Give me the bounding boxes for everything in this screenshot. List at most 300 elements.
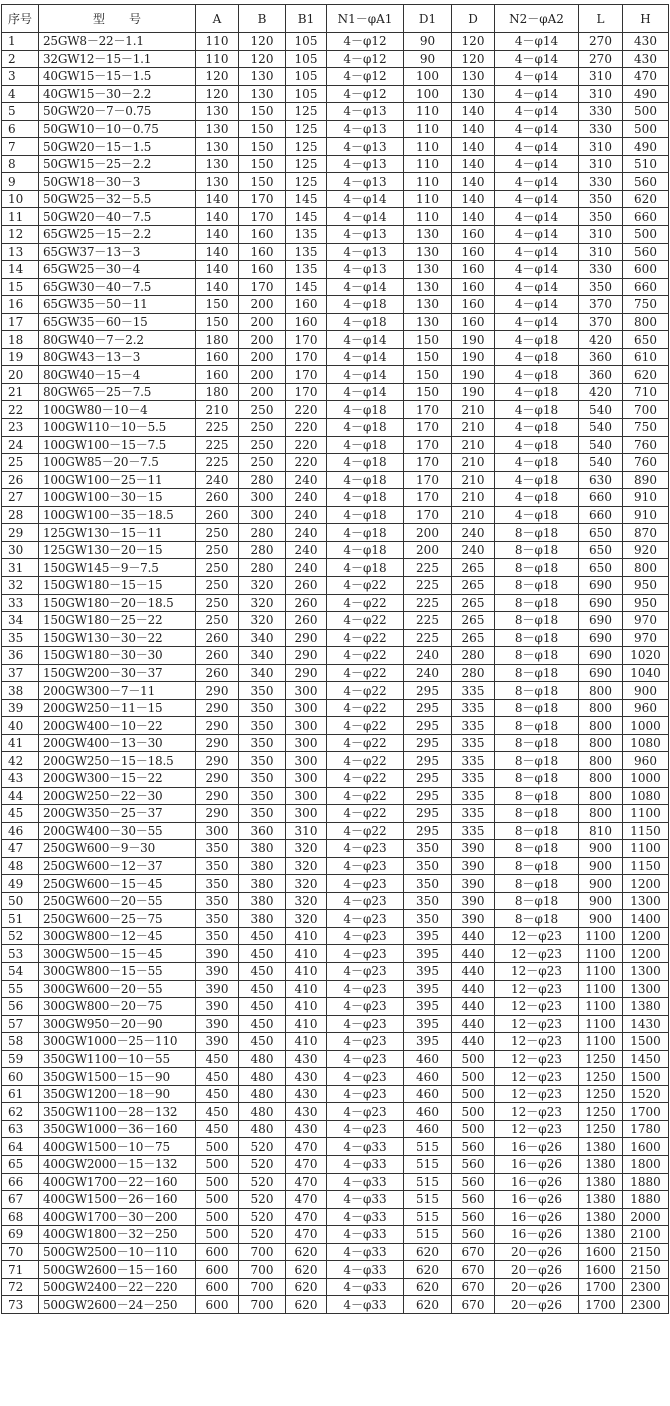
cell-n1-a1: 4－φ18 [327, 471, 404, 489]
table-row [2, 1015, 669, 1033]
cell-d1: 150 [404, 331, 452, 349]
cell-h: 1500 [623, 1068, 669, 1086]
cell-a: 260 [196, 489, 239, 507]
cell-d1: 130 [404, 296, 452, 314]
cell-index: 1 [2, 33, 39, 51]
cell-index: 9 [2, 173, 39, 191]
cell-index: 52 [2, 927, 39, 945]
cell-a: 140 [196, 226, 239, 244]
cell-d: 335 [452, 682, 495, 700]
cell-b: 160 [239, 261, 286, 279]
table-row [2, 787, 669, 805]
cell-n2-a2: 8－φ18 [495, 664, 579, 682]
cell-d: 130 [452, 85, 495, 103]
cell-b: 350 [239, 787, 286, 805]
cell-a: 130 [196, 173, 239, 191]
cell-d: 670 [452, 1261, 495, 1279]
cell-n2-a2: 8－φ18 [495, 682, 579, 700]
cell-n1-a1: 4－φ33 [327, 1226, 404, 1244]
table-row [2, 805, 669, 823]
cell-n2-a2: 12－φ23 [495, 1050, 579, 1068]
cell-model: 50GW18－30－3 [39, 173, 196, 191]
cell-b1: 125 [286, 103, 327, 121]
cell-d: 210 [452, 401, 495, 419]
cell-d1: 130 [404, 226, 452, 244]
cell-h: 1450 [623, 1050, 669, 1068]
cell-model: 200GW400－13－30 [39, 734, 196, 752]
cell-b1: 410 [286, 927, 327, 945]
cell-h: 1300 [623, 980, 669, 998]
table-row [2, 1156, 669, 1174]
cell-l: 630 [579, 471, 623, 489]
cell-a: 350 [196, 875, 239, 893]
cell-l: 1600 [579, 1261, 623, 1279]
cell-n2-a2: 8－φ18 [495, 717, 579, 735]
cell-n2-a2: 8－φ18 [495, 594, 579, 612]
cell-a: 130 [196, 120, 239, 138]
cell-n2-a2: 16－φ26 [495, 1138, 579, 1156]
cell-n2-a2: 4－φ14 [495, 296, 579, 314]
cell-b: 380 [239, 892, 286, 910]
cell-b1: 135 [286, 226, 327, 244]
cell-d1: 170 [404, 471, 452, 489]
cell-l: 310 [579, 85, 623, 103]
cell-index: 58 [2, 1033, 39, 1051]
cell-b1: 620 [286, 1278, 327, 1296]
cell-model: 400GW1500－10－75 [39, 1138, 196, 1156]
cell-a: 210 [196, 401, 239, 419]
cell-d: 500 [452, 1103, 495, 1121]
cell-a: 390 [196, 1033, 239, 1051]
cell-d1: 90 [404, 33, 452, 51]
cell-d1: 620 [404, 1278, 452, 1296]
cell-n2-a2: 8－φ18 [495, 769, 579, 787]
cell-l: 900 [579, 910, 623, 928]
cell-a: 390 [196, 945, 239, 963]
cell-b1: 135 [286, 261, 327, 279]
cell-index: 56 [2, 998, 39, 1016]
cell-b: 520 [239, 1173, 286, 1191]
cell-d: 335 [452, 822, 495, 840]
cell-b: 450 [239, 962, 286, 980]
cell-n1-a1: 4－φ12 [327, 68, 404, 86]
cell-b1: 320 [286, 840, 327, 858]
table-row [2, 68, 669, 86]
cell-d: 210 [452, 471, 495, 489]
cell-n2-a2: 4－φ14 [495, 190, 579, 208]
cell-d: 160 [452, 261, 495, 279]
cell-d: 440 [452, 962, 495, 980]
cell-model: 125GW130－20－15 [39, 541, 196, 559]
cell-d1: 460 [404, 1103, 452, 1121]
table-row [2, 769, 669, 787]
cell-index: 4 [2, 85, 39, 103]
cell-l: 330 [579, 120, 623, 138]
cell-index: 7 [2, 138, 39, 156]
table-row [2, 383, 669, 401]
cell-a: 140 [196, 261, 239, 279]
cell-n1-a1: 4－φ18 [327, 506, 404, 524]
cell-h: 750 [623, 296, 669, 314]
cell-l: 330 [579, 173, 623, 191]
header-l: L [579, 5, 623, 33]
cell-h: 430 [623, 50, 669, 68]
cell-d1: 395 [404, 927, 452, 945]
cell-h: 1300 [623, 892, 669, 910]
cell-b: 300 [239, 489, 286, 507]
cell-model: 250GW600－25－75 [39, 910, 196, 928]
cell-b: 120 [239, 33, 286, 51]
cell-n2-a2: 20－φ26 [495, 1278, 579, 1296]
cell-d1: 350 [404, 892, 452, 910]
cell-b: 250 [239, 419, 286, 437]
cell-n2-a2: 4－φ18 [495, 401, 579, 419]
cell-b1: 260 [286, 612, 327, 630]
cell-n2-a2: 20－φ26 [495, 1261, 579, 1279]
cell-b1: 470 [286, 1191, 327, 1209]
table-row [2, 682, 669, 700]
cell-a: 120 [196, 68, 239, 86]
cell-d1: 620 [404, 1243, 452, 1261]
cell-b: 170 [239, 278, 286, 296]
cell-h: 710 [623, 383, 669, 401]
cell-b1: 125 [286, 138, 327, 156]
cell-model: 50GW20－7－0.75 [39, 103, 196, 121]
cell-n1-a1: 4－φ23 [327, 962, 404, 980]
cell-n2-a2: 4－φ14 [495, 226, 579, 244]
cell-d1: 110 [404, 190, 452, 208]
cell-n2-a2: 4－φ14 [495, 120, 579, 138]
cell-d: 390 [452, 892, 495, 910]
table-row [2, 822, 669, 840]
cell-d1: 515 [404, 1191, 452, 1209]
cell-d1: 110 [404, 120, 452, 138]
cell-l: 1250 [579, 1120, 623, 1138]
cell-h: 800 [623, 313, 669, 331]
cell-model: 65GW35－60－15 [39, 313, 196, 331]
cell-h: 1800 [623, 1156, 669, 1174]
table-row [2, 717, 669, 735]
cell-d: 500 [452, 1068, 495, 1086]
cell-h: 760 [623, 436, 669, 454]
cell-l: 540 [579, 419, 623, 437]
cell-b: 200 [239, 331, 286, 349]
cell-b: 320 [239, 594, 286, 612]
cell-index: 70 [2, 1243, 39, 1261]
cell-l: 350 [579, 278, 623, 296]
cell-b: 170 [239, 190, 286, 208]
cell-n1-a1: 4－φ23 [327, 980, 404, 998]
cell-d: 335 [452, 717, 495, 735]
cell-h: 1520 [623, 1085, 669, 1103]
cell-n1-a1: 4－φ22 [327, 612, 404, 630]
cell-d: 160 [452, 313, 495, 331]
cell-n1-a1: 4－φ12 [327, 33, 404, 51]
table-row [2, 454, 669, 472]
cell-d1: 225 [404, 576, 452, 594]
table-row [2, 261, 669, 279]
cell-n2-a2: 12－φ23 [495, 1103, 579, 1121]
cell-b: 250 [239, 436, 286, 454]
cell-d: 240 [452, 524, 495, 542]
cell-l: 1100 [579, 962, 623, 980]
cell-a: 350 [196, 892, 239, 910]
cell-model: 300GW800－12－45 [39, 927, 196, 945]
cell-model: 100GW85－20－7.5 [39, 454, 196, 472]
cell-b: 350 [239, 717, 286, 735]
cell-n1-a1: 4－φ13 [327, 138, 404, 156]
cell-d: 210 [452, 454, 495, 472]
cell-model: 350GW1100－10－55 [39, 1050, 196, 1068]
cell-b1: 410 [286, 980, 327, 998]
cell-b1: 430 [286, 1050, 327, 1068]
cell-b1: 300 [286, 787, 327, 805]
cell-model: 100GW100－30－15 [39, 489, 196, 507]
cell-model: 400GW2000－15－132 [39, 1156, 196, 1174]
cell-index: 19 [2, 348, 39, 366]
cell-a: 600 [196, 1261, 239, 1279]
table-row [2, 1191, 669, 1209]
cell-n2-a2: 4－φ14 [495, 155, 579, 173]
cell-n1-a1: 4－φ13 [327, 103, 404, 121]
cell-h: 490 [623, 138, 669, 156]
cell-n1-a1: 4－φ12 [327, 50, 404, 68]
cell-h: 1080 [623, 787, 669, 805]
cell-index: 16 [2, 296, 39, 314]
cell-h: 1000 [623, 769, 669, 787]
cell-d: 500 [452, 1120, 495, 1138]
cell-d1: 350 [404, 875, 452, 893]
cell-l: 270 [579, 33, 623, 51]
cell-l: 1380 [579, 1208, 623, 1226]
cell-h: 500 [623, 226, 669, 244]
cell-a: 260 [196, 647, 239, 665]
cell-b1: 105 [286, 85, 327, 103]
cell-n2-a2: 16－φ26 [495, 1173, 579, 1191]
cell-d1: 100 [404, 85, 452, 103]
cell-a: 390 [196, 962, 239, 980]
cell-l: 1100 [579, 945, 623, 963]
cell-n1-a1: 4－φ22 [327, 787, 404, 805]
cell-l: 1380 [579, 1191, 623, 1209]
cell-index: 42 [2, 752, 39, 770]
cell-d1: 200 [404, 541, 452, 559]
cell-h: 660 [623, 208, 669, 226]
cell-d: 335 [452, 805, 495, 823]
cell-b: 280 [239, 541, 286, 559]
cell-a: 150 [196, 313, 239, 331]
cell-b: 200 [239, 383, 286, 401]
table-row [2, 138, 669, 156]
cell-d: 140 [452, 208, 495, 226]
cell-index: 36 [2, 647, 39, 665]
cell-model: 100GW100－35－18.5 [39, 506, 196, 524]
cell-a: 250 [196, 541, 239, 559]
cell-l: 1250 [579, 1103, 623, 1121]
cell-b1: 470 [286, 1156, 327, 1174]
cell-n1-a1: 4－φ18 [327, 296, 404, 314]
cell-index: 66 [2, 1173, 39, 1191]
table-row [2, 173, 669, 191]
cell-d1: 225 [404, 612, 452, 630]
cell-n2-a2: 8－φ18 [495, 576, 579, 594]
cell-n1-a1: 4－φ23 [327, 1085, 404, 1103]
cell-b1: 145 [286, 190, 327, 208]
cell-d1: 295 [404, 734, 452, 752]
cell-a: 225 [196, 454, 239, 472]
cell-a: 450 [196, 1103, 239, 1121]
cell-d: 210 [452, 506, 495, 524]
cell-n1-a1: 4－φ14 [327, 331, 404, 349]
cell-model: 150GW180－15－15 [39, 576, 196, 594]
cell-index: 22 [2, 401, 39, 419]
cell-n2-a2: 8－φ18 [495, 875, 579, 893]
cell-model: 400GW1500－26－160 [39, 1191, 196, 1209]
cell-n1-a1: 4－φ23 [327, 1120, 404, 1138]
cell-index: 26 [2, 471, 39, 489]
cell-h: 870 [623, 524, 669, 542]
cell-d1: 150 [404, 383, 452, 401]
cell-a: 130 [196, 155, 239, 173]
cell-d: 390 [452, 875, 495, 893]
cell-b1: 125 [286, 120, 327, 138]
cell-b: 350 [239, 752, 286, 770]
cell-h: 1100 [623, 840, 669, 858]
cell-l: 800 [579, 805, 623, 823]
cell-model: 200GW250－22－30 [39, 787, 196, 805]
cell-index: 69 [2, 1226, 39, 1244]
cell-l: 800 [579, 787, 623, 805]
cell-b1: 260 [286, 576, 327, 594]
table-row [2, 612, 669, 630]
cell-n1-a1: 4－φ14 [327, 383, 404, 401]
cell-n2-a2: 8－φ18 [495, 699, 579, 717]
cell-model: 250GW600－15－45 [39, 875, 196, 893]
cell-d1: 515 [404, 1208, 452, 1226]
cell-d1: 395 [404, 1033, 452, 1051]
cell-b1: 240 [286, 541, 327, 559]
cell-index: 40 [2, 717, 39, 735]
cell-b1: 240 [286, 524, 327, 542]
cell-n1-a1: 4－φ33 [327, 1173, 404, 1191]
header-a: A [196, 5, 239, 33]
cell-a: 160 [196, 366, 239, 384]
cell-d1: 225 [404, 594, 452, 612]
cell-d1: 460 [404, 1050, 452, 1068]
table-row [2, 1068, 669, 1086]
cell-l: 800 [579, 752, 623, 770]
cell-model: 150GW180－25－22 [39, 612, 196, 630]
cell-index: 14 [2, 261, 39, 279]
cell-index: 6 [2, 120, 39, 138]
cell-l: 690 [579, 664, 623, 682]
cell-a: 600 [196, 1296, 239, 1314]
cell-b: 450 [239, 945, 286, 963]
cell-d1: 295 [404, 717, 452, 735]
cell-a: 290 [196, 752, 239, 770]
cell-n1-a1: 4－φ23 [327, 1015, 404, 1033]
cell-n1-a1: 4－φ18 [327, 559, 404, 577]
cell-model: 80GW65－25－7.5 [39, 383, 196, 401]
cell-d1: 170 [404, 436, 452, 454]
cell-d1: 110 [404, 208, 452, 226]
cell-h: 1200 [623, 875, 669, 893]
cell-d: 190 [452, 331, 495, 349]
cell-h: 470 [623, 68, 669, 86]
cell-n2-a2: 8－φ18 [495, 612, 579, 630]
cell-n1-a1: 4－φ13 [327, 155, 404, 173]
cell-d: 670 [452, 1296, 495, 1314]
table-row [2, 489, 669, 507]
cell-b: 300 [239, 506, 286, 524]
table-row [2, 313, 669, 331]
cell-n1-a1: 4－φ22 [327, 822, 404, 840]
header-d1: D1 [404, 5, 452, 33]
cell-b: 380 [239, 857, 286, 875]
cell-b1: 240 [286, 489, 327, 507]
cell-l: 1380 [579, 1138, 623, 1156]
cell-d1: 110 [404, 138, 452, 156]
cell-d: 190 [452, 383, 495, 401]
cell-l: 690 [579, 629, 623, 647]
cell-n1-a1: 4－φ33 [327, 1261, 404, 1279]
cell-n2-a2: 4－φ18 [495, 419, 579, 437]
cell-index: 41 [2, 734, 39, 752]
table-row [2, 594, 669, 612]
cell-d: 560 [452, 1191, 495, 1209]
cell-index: 60 [2, 1068, 39, 1086]
cell-b1: 430 [286, 1120, 327, 1138]
cell-n2-a2: 8－φ18 [495, 840, 579, 858]
cell-b: 150 [239, 120, 286, 138]
cell-model: 250GW600－12－37 [39, 857, 196, 875]
cell-h: 620 [623, 190, 669, 208]
cell-b1: 620 [286, 1296, 327, 1314]
cell-b1: 430 [286, 1103, 327, 1121]
cell-h: 1400 [623, 910, 669, 928]
cell-index: 23 [2, 419, 39, 437]
cell-a: 500 [196, 1138, 239, 1156]
cell-h: 910 [623, 489, 669, 507]
cell-index: 17 [2, 313, 39, 331]
table-row [2, 1138, 669, 1156]
cell-l: 800 [579, 699, 623, 717]
cell-d: 280 [452, 664, 495, 682]
cell-b1: 290 [286, 629, 327, 647]
cell-model: 300GW500－15－45 [39, 945, 196, 963]
cell-model: 80GW40－7－2.2 [39, 331, 196, 349]
cell-a: 180 [196, 383, 239, 401]
cell-h: 1880 [623, 1173, 669, 1191]
cell-h: 1430 [623, 1015, 669, 1033]
table-row [2, 840, 669, 858]
cell-h: 950 [623, 594, 669, 612]
cell-d: 130 [452, 68, 495, 86]
cell-h: 2150 [623, 1261, 669, 1279]
cell-b1: 300 [286, 682, 327, 700]
cell-b: 520 [239, 1191, 286, 1209]
cell-model: 200GW350－25－37 [39, 805, 196, 823]
cell-n2-a2: 12－φ23 [495, 962, 579, 980]
cell-n2-a2: 8－φ18 [495, 629, 579, 647]
cell-b: 320 [239, 576, 286, 594]
cell-b: 120 [239, 50, 286, 68]
cell-d1: 395 [404, 998, 452, 1016]
cell-index: 48 [2, 857, 39, 875]
cell-index: 18 [2, 331, 39, 349]
cell-b: 380 [239, 875, 286, 893]
cell-d1: 460 [404, 1085, 452, 1103]
